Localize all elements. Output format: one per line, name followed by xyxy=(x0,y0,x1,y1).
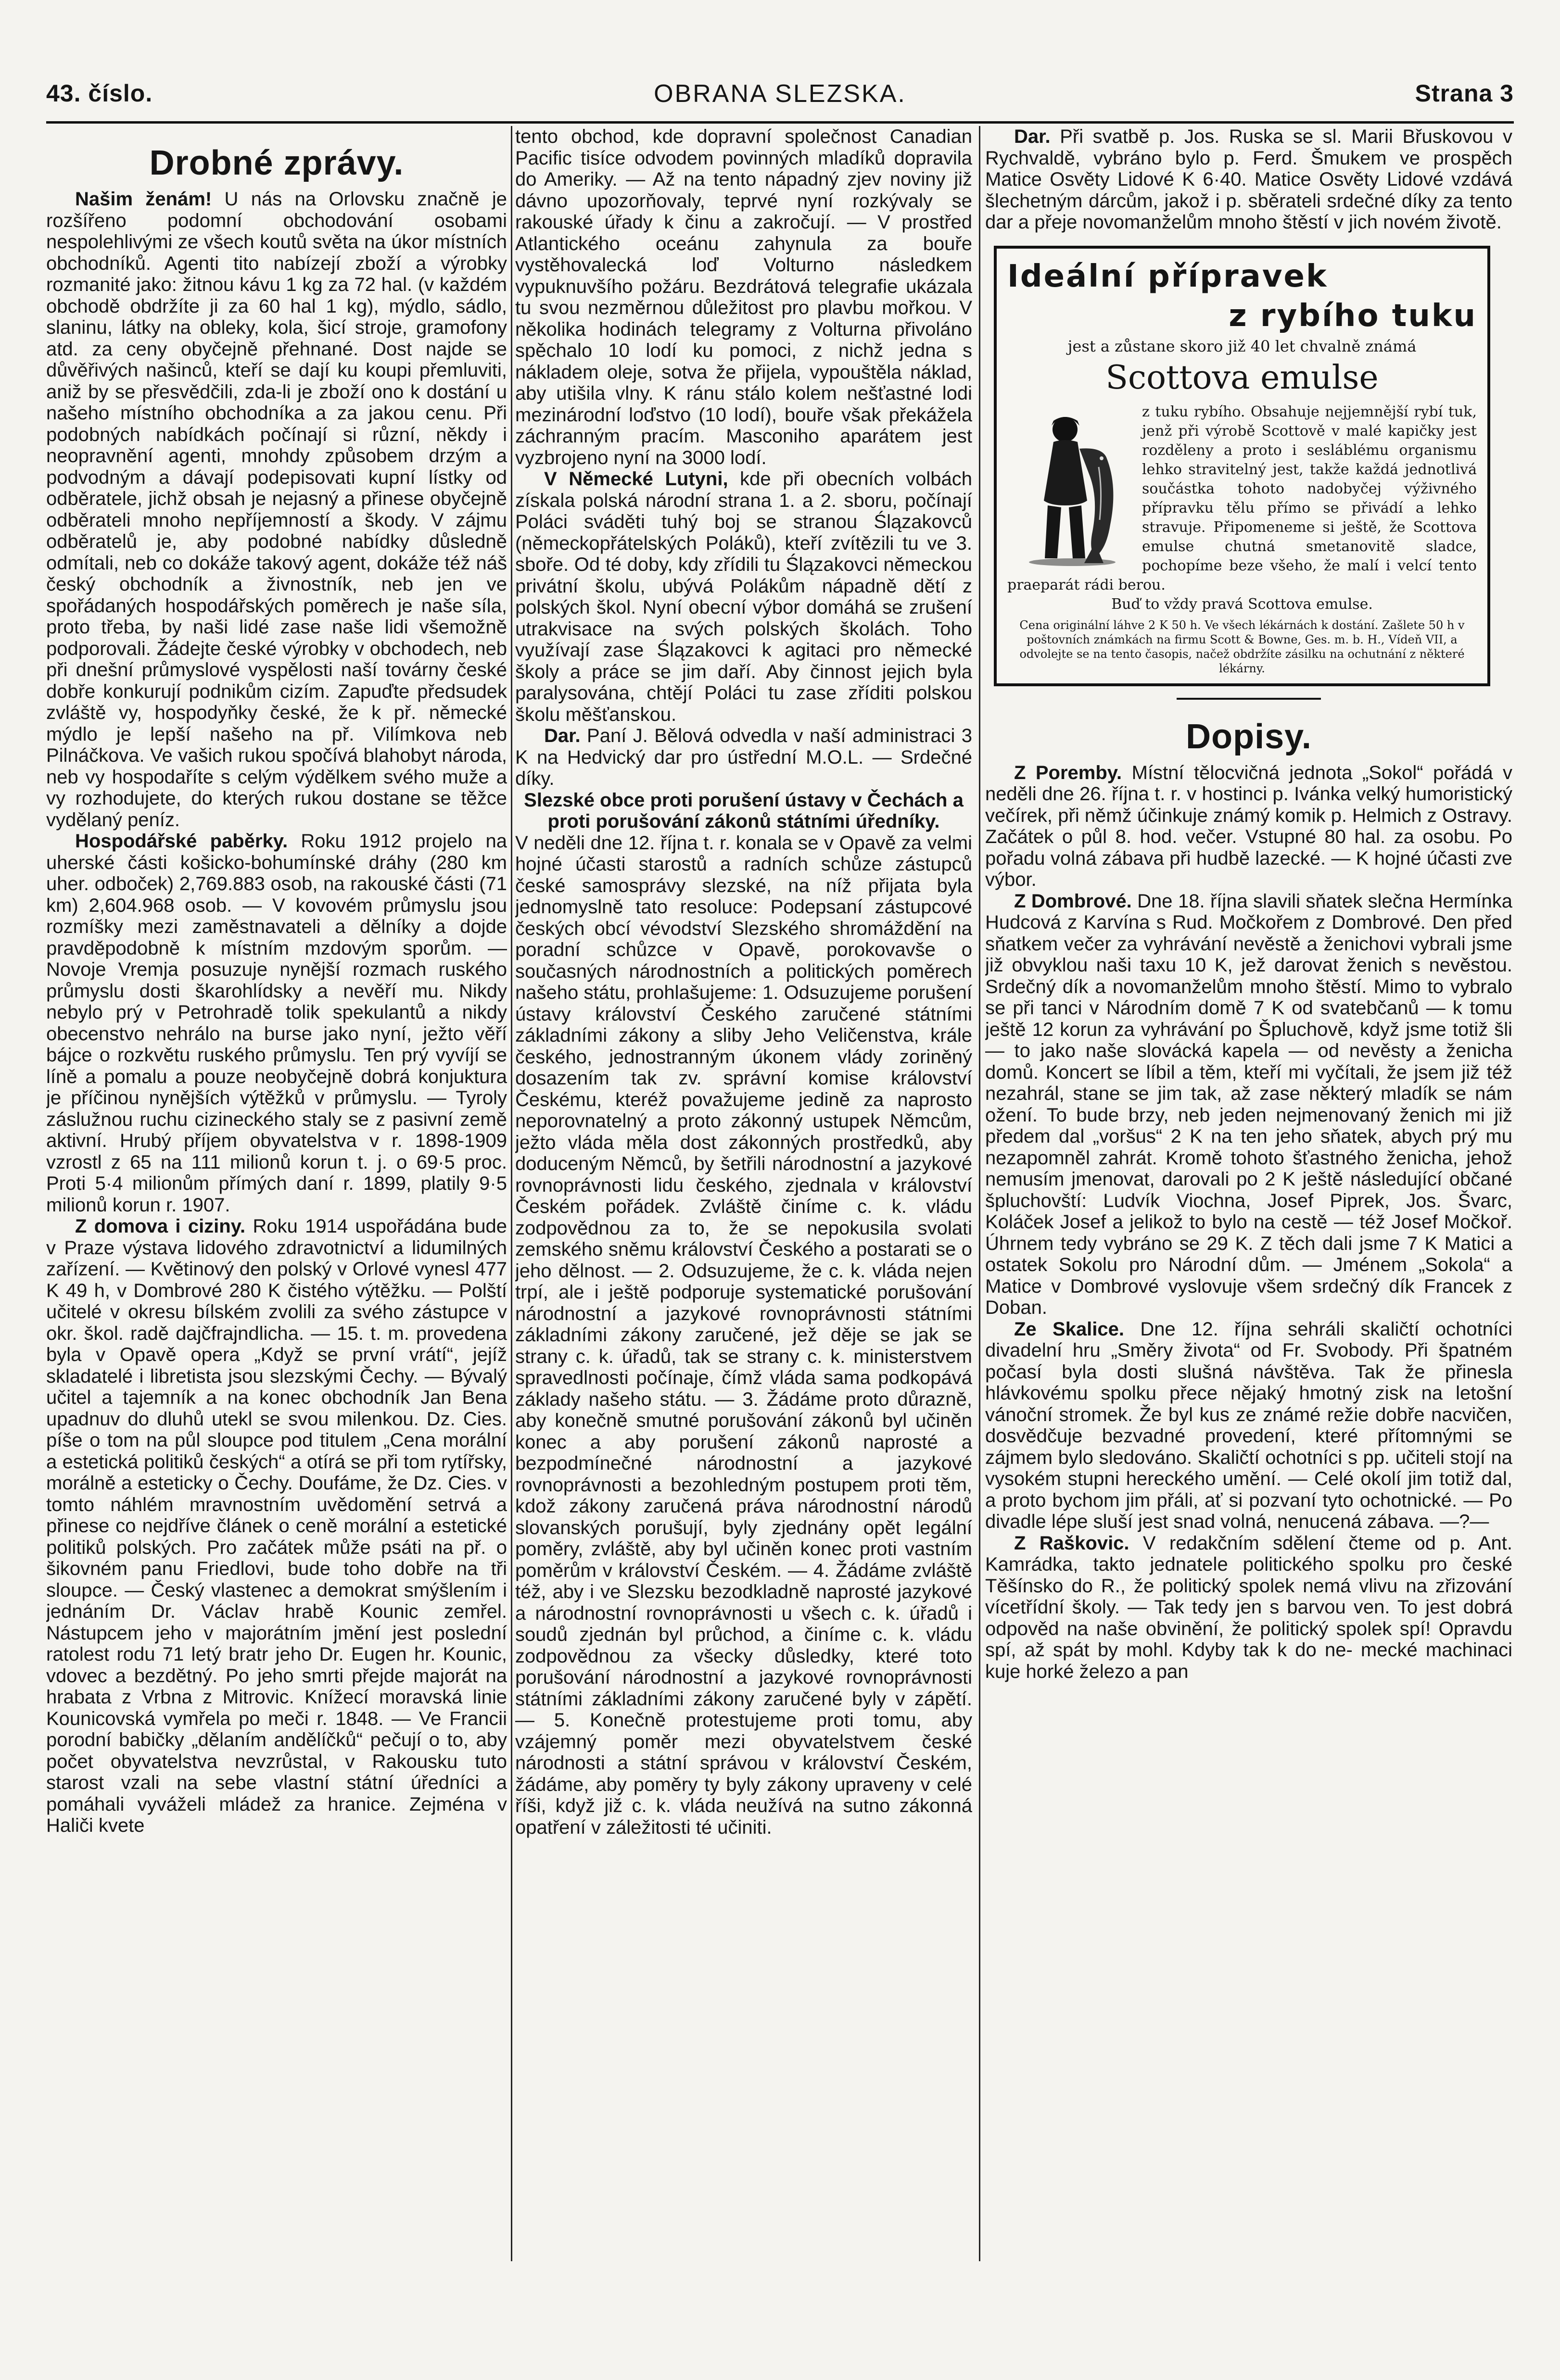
article-body: V neděli dne 12. října t. r. konala se v Opavě za velmi hojné účasti starostů a radních schůze zástupců české samosprávy slezské, na níž přijata byla jednomyslně tato resoluce: Podepsaní zástupcové českých obcí vévodství Slezského shromáždění na poradní schůzce v Opavě, porokovavše o současných národnostních a politických poměrech našeho státu, prohlašujeme: 1. Odsuzujeme porušení ústavy království Českého zaručené státními základními zákony a sliby Jeho Veličenstva, krále českého, jednostranným úkonem vlády zoriněný dosazením tak zv. správní komise království Českému, kteréž považujeme jedině za naprosto neporovnatelný a proto zákonný ustupek Němcům, ježto vláda měla dost zákonných prostředků, aby doduceným Němců, by šetřili národnostní a jazykové rovnoprávnosti lidu českého, zjednala v království Českém pořádek. Zvláště činíme c. k. vládu zodpovědnou za to, že se nepokusila svolati zemského sněmu království Českého a postarati se o jeho dělnost. — 2. Odsuzujeme, že c. k. vláda nejen trpí, ale i ještě podporuje systematické porušování národnostní a jazykové rovnoprávnosti státními základními zákony zaručené, jež děje se jak se strany c. k. úřadů, tak se strany c. k. ministerstvem spravedlnosti počínaje, čímž vláda sama podkopává základy našeho státu. — 3. Žádáme proto důrazně, aby konečně smutné porušování zákonů byl učiněn konec a aby porušení zákonů naprosté a bezpodmínečné národnostní a jazykové rovnoprávnosti a bezohledným postupem proti těm, kdož zákony zaručená práva národnostní národů slovanských porušují, byly zjednány opět legální poměry, zvláště, aby byl učiněn konec proti vastním poměrům v království Českém. — 4. Žádáme zvláště též, aby i ve Slezsku bezodkladně naprosté jazykové a národnostní rovnoprávnosti u všech c. k. úřadů i soudů zjednán byl průchod, a činíme c. k. vládu zodpovědnou za všecky důsledky, které toto porušování národnostní a jazykové rovnoprávnosti státními základními zákony zaručené byly v zápětí. — 5. Konečně protestujeme proti tomu, aby vzájemný poměr mezi obyvatelstvem české národnosti a státní správou v království Českém, žádáme, aby poměry ty byly zákony upraveny v celé říši, když již c. k. vláda neužívá na sutno zákonná opatření v záležitosti té učiniti. xyxy=(515,832,972,1838)
article-body: U nás na Orlovsku značně je rozšířeno podomní obchodování osobami nespolehlivými ze všech koutů světa na úkor místních obchodníků. Agenti tito nabízejí zboží a výrobky rozmanité jako: žitnou kávu 1 kg za 72 hal. (v každém obchodě obdržíte ji za 60 hal 1 kg), mýdlo, sádlo, slaninu, látky na obleky, kola, šicí stroje, gramofony atd. za ceny obyčejně přehnané. Dost najde se důvěřivých našinců, kteří se dají ku koupi přemluviti, aniž by se přesvědčili, zda-li je zboží ono k dostání u našeho místního obchodníka a za jakou cenu. Při podobných nabídkách počínají si různí, někdy i neopravnění agenti, mnohdy způsobem drzým a podvodným a dávají podepisovati kupní lístky od odběratele, jichž obsah je nejasný a přinese obyčejně odběrateli mnoho nepříjemností a škody. V zájmu odběratelů je, aby podobné nabídky důsledně odmítali, neb co dokáže takový agent, dokáže též náš český obchodník a živnostník, neb jen ve spořádaných hospodářských poměrech je naše síla, proto třeba, by naši lidé zase naše lidi všemožně podporovali. Žádejte české výrobky v obchodech, neb při dnešní průmyslové vyspělosti naší továrny české dobře konkurují podnikům cizím. Zapuďte předsudek zvláště vy, hospodyňky české, že k př. německé mýdlo je lepší našeho na př. Vilímkova neb Pilnáčkova. Ve vašich rukou spočívá blahobyt národa, neb vy hospodaříte s celým výdělkem svého muže a vy rozhodujete, do kterých rukou dostane se těžce vydělaný peníz. xyxy=(46,189,507,831)
section-separator xyxy=(1177,698,1321,700)
ad-subtitle: z rybího tuku xyxy=(1229,298,1477,334)
ad-body xyxy=(1007,403,1477,676)
article-lead: Dar. xyxy=(1014,126,1051,147)
fisherman-with-fish-illustration xyxy=(1007,404,1137,568)
article-body: Místní tělocvičná jednota „Sokol“ pořádá v neděli dne 26. října t. r. v hostinci p. Ivánka velký humoristický večírek, při němž účinkuje známý komik p. Helmich z Ostravy. Začátek o půl 8. hod. večer. Vstupné 80 hal. za osobu. Po pořadu volná zábava při hudbě lazecké. — K hojné účasti zve výbor. xyxy=(985,762,1512,890)
scott-emulsion-advertisement xyxy=(994,246,1490,686)
letter-z-raskovic xyxy=(985,1533,1512,1683)
column-left xyxy=(46,126,507,2261)
article-lead: V Německé Lutyni, xyxy=(544,468,728,490)
article-body: Roku 1912 projelo na uherské části košicko-bohumínské dráhy (280 km uher. odboček) 2,769.883 osob, na rakouské části (71 km) 2,604.968 osob. — V kovovém průmyslu jsou rozmíšky mezi zaměstnavateli a dělníky a dojde pravděpodobně k místním mzdovým sporům. — Novoje Vremja posuzuje nynější rozmach ruského průmyslu dosti škarohlídsky a nevěří mu. Nikdy nebylo prý v Petrohradě tolik spekulantů a nikdy obecenstvo nehrálo na burse jako nyní, ježto věří bájce o rozkvětu ruského průmyslu. Ten prý vyvíjí se líně a pomalu a pouze neobyčejně dobrá konjuktura je příčinou nynějších výtěžků v průmyslu. — Tyroly záslužnou ruchu cizineckého staly se z pasivní země aktivní. Hrubý příjem obyvatelstva v r. 1898-1909 vzrostl z 65 na 111 milionů korun t. j. o 69·5 proc. Proti 5·4 milionům přímých daní r. 1899, platily 9·5 milionů korun r. 1907. xyxy=(46,831,507,1216)
article-slezske-obce xyxy=(515,832,972,1839)
article-hospodarske-paberky xyxy=(46,831,507,1216)
article-body: Roku 1914 uspořádána bude v Praze výstava lidového zdravotnictví a lidumilných zařízení. — Květinový den polský v Orlové vynesl 477 K 49 h, v Dombrové 280 K čistého výtěžku. — Polští učitelé v okresu bílském zvolili za svého zástupce v okr. škol. radě dajčfrajndlicha. — 15. t. m. provedena byla v Opavě opera „Když se první vrátí“, jejíž skladatelé i libretista jsou slezskými Čechy. — Bývalý učitel a tajemník a na konec obchodník Jan Bena upadnuv do dluhů utekl se svou milenkou. Dz. Cies. píše o tom na půl sloupce pod titulem „Cena morální a estetická politiků českých“ a otírá se při tom rytířsky, morálně a esteticky o Čechy. Doufáme, že Dz. Cies. v tomto náhlém mravnostním uvědomění setrvá a přinese co nejdříve článek o ceně morální a estetické politiků polských. Pro začátek může psáti na př. o šikovném panu Friedlovi, bude toho dobře na tři sloupce. — Český vlastenec a demokrat smýšlením i jednáním Dr. Václav hrabě Kounic zemřel. Nástupcem jeho v majorátním jmění jest poslední ratolest rodu 71 letý bratr jeho Dr. Eugen hr. Kounic, vdovec a bezdětný. Po jeho smrti přejde majorát na hrabata z Vrbna z Mitrovic. Knížecí moravská linie Kounicovská vymřela po meči r. 1848. — Ve Francii porodní babičky „dělaním andělíčků“ pečují o to, aby počet obyvatelstva nevzrůstal, v Rakousku tuto starost vzali na sebe vlastní státní úředníci a pomáhali vyváželi mládež za hranice. Zejména v Haliči kvete xyxy=(46,1216,507,1836)
article-dar xyxy=(515,725,972,790)
article-nemecka-lutyne xyxy=(515,468,972,725)
section-headline: Drobné zprávy. xyxy=(149,144,404,182)
ad-title: Ideální přípravek xyxy=(1007,258,1328,294)
article-body: Při svatbě p. Jos. Ruska se sl. Marii Břuskovou v Rychvaldě, vybráno bylo p. Ferd. Šmukem ve prospěch Matice Osvěty Lidové K 6·40. Matice Osvěty Lidové vzdává šlechetným dárcům, jakož i p. sběrateli srdečné díky za tento dar a přeje novomanželům mnoho štěstí v jich novém životě. xyxy=(985,126,1512,233)
section-headline: Dopisy. xyxy=(1186,717,1312,756)
letter-z-poremby xyxy=(985,762,1512,891)
article-lead: Z Dombrové. xyxy=(1014,890,1132,912)
ad-brand-name: Scottova emulse xyxy=(1105,358,1379,397)
article-body: kde při obecních volbách získala polská národní strana 1. a 2. sboru, počínají Poláci sváděti tuhý boj se stranou Ślązakovců (německopřátelských Poláků), kteří zvítězili tu ve 3. sboře. Od té doby, kdy zřídili tu Ślązakovci německou privátní školu, ubývá Polákům nápadně dětí z polských škol. Nyní obecní výbor domáhá se zrušení utrakvisace na svých polských školách. Toho využívají zase Ślązakovci k agitaci pro německé školy a práce se jim daří. Aby činnost jejich byla paralysována, chtějí Poláci tu zase zříditi polskou školu měšťanskou. xyxy=(515,468,972,725)
article-lead: Ze Skalice. xyxy=(1014,1318,1125,1340)
column-right xyxy=(985,126,1512,2261)
article-continuation xyxy=(515,126,972,468)
article-lead: Hospodářské paběrky. xyxy=(75,831,288,852)
article-lead: Z domova i ciziny. xyxy=(75,1216,246,1237)
ad-intro-line: jest a zůstane skoro již 40 let chvalně známá xyxy=(1067,337,1417,355)
issue-number: 43. číslo. xyxy=(46,80,153,107)
article-body: V redakčním sdělení čteme od p. Ant. Kamrádka, takto jednatele politického spolku pro české Těšínsko do R., že politický spolek nemá vlivu na zřizování vícetřídní školy. — Tak tedy jen s barvou ven. To jest dobrá odpověd na naše obvinění, že politický spolek spí! Opravdu spí, až spát by mohl. Kdyby tak k do ne- mecké machinaci kuje horké železo a pan xyxy=(985,1532,1512,1682)
column-divider xyxy=(511,126,512,2261)
header-rule xyxy=(46,121,1514,124)
article-lead: Z Poremby. xyxy=(1014,762,1122,783)
ad-description: z tuku rybího. Obsahuje nejjemnější rybí tuk, jenž při výrobě Scottově v malé kapičky jest rozděleny a proto i sesláblému organismu lehko stravitelný jest, takže každá jednotlivá součástka tohoto nadobyčej výživného přípravku tělu přímo se přivádí a lehko stravuje. Připomeneme si ještě, že Scottova emulse chutná smetanovitě sladce, pochopíme beze všeho, že malí i velcí tento praeparát rádi berou. xyxy=(1007,403,1477,593)
letter-ze-skalice xyxy=(985,1319,1512,1533)
article-z-domova xyxy=(46,1216,507,1837)
letter-z-dombrove xyxy=(985,891,1512,1319)
article-lead: Dar. xyxy=(544,725,581,746)
article-lead: Našim ženám! xyxy=(75,189,212,210)
article-dar-svatba xyxy=(985,126,1512,233)
column-divider xyxy=(979,126,980,2261)
article-nasim-zenam xyxy=(46,189,507,831)
article-body: Dne 18. října slavili sňatek slečna Hermínka Hudcová z Karvína s Rud. Močkořem z Dombrové. Den před sňatkem večer za vyhrávání nevěstě a ženichovi vybrali jsme již obvyklou naši taxu 10 K, jež darovat ženich s nevěstou. Srdečný dík a novomanželům mnoho štěstí. Mimo to vybralo se při tanci v Národním domě 7 K od svatebčanů — k tomu ještě 12 korun za vyhrávání po Špluchově, když jsme totiž šli — to jako naše slovácká kapela — od nevěsty a ženicha domů. Koncert se líbil a těm, kteří mi vyčítali, že jsem již též nezahrál, stane se jim tak, až zase některý mladík se nám ožení. To bude brzy, neb jeden nejmenovaný ženich mi již předem dal „voršus“ 2 K na ten jeho sňatek, abych prý mu nezapomněl zahrát. Kromě tohoto šťastného ženicha, jehož nemusím jmenovat, darovali po 2 K ještě následující občané špluchovští: Ludvík Viochna, Josef Piprek, Jos. Švarc, Koláček Josef a jelikož to bylo na cestě — též Josef Močkoř. Úhrnem tedy vybráno se 29 K. Z těch dali jsme 7 K Matici a ostatek Sokolu pro Národní dům. — Jménem „Sokola“ a Matice v Dombrové vyslovuje všem srdečný dík Francek z Doban. xyxy=(985,890,1512,1318)
ad-closing-line: Buď to vždy pravá Scottova emulse. xyxy=(1111,595,1373,613)
page-number: Strana 3 xyxy=(1415,80,1514,107)
article-heading-slezske-obce: Slezské obce proti porušení ústavy v Čechách a proti porušování zákonů státními úředníky. xyxy=(524,789,964,832)
ad-price-note: Cena originální láhve 2 K 50 h. Ve všech lékárnách k dostání. Zašlete 50 h v poštovních známkách na firmu Scott & Bowne, Ges. m. b. H., Vídeň VII, a odvolejte se na tento časopis, načež obdržíte zásilku na ochutnání z některé lékárny. xyxy=(1019,618,1465,675)
article-lead: Z Raškovic. xyxy=(1014,1532,1129,1554)
running-header xyxy=(46,79,1514,118)
article-body: Paní J. Bělová odvedla v naší administraci 3 K na Hedvický dar pro ústřední M.O.L. — Srdečné díky. xyxy=(515,725,972,789)
newspaper-title: OBRANA SLEZSKA. xyxy=(654,80,906,108)
column-middle xyxy=(515,126,972,2261)
article-body: Dne 12. října sehráli skaličtí ochotníci divadelní hru „Směry života“ od Fr. Svobody. Při špatném počasí byla dosti slušná návštěva. Tak že přinesla hlávkovému spolku přece nějaký hmotný zisk na letošní vánoční stromek. Že byl kus ze známé režie dobře nacvičen, dosvědčuje bezvadné provedení, které přítomnými se zájmem bylo sledováno. Skaličtí ochotníci s pp. učiteli stojí na vysokém stupni hereckého umění. — Celé okolí jim totiž dal, a proto bychom jim přáli, ať si pozvaní tyto ochotnické. — Po divadle lépe sluší jest snad volná, nenucená zábava. —?— xyxy=(985,1318,1512,1532)
article-body: tento obchod, kde dopravní společnost Canadian Pacific tisíce odvodem povinných mladíků dopravila do Ameriky. — Až na tento nápadný zjev noviny již dávno upozorňovaly, teprvé nyní rozkývaly se rakouské úřady k činu a zakročují. — V prostřed Atlantického oceánu zahynula za bouře vystěhovalecká loď Volturno následkem vypuknuvšího požáru. Bezdrátová telegrafie ukázala tu svou nezměrnou důležitost pro plavbu mořkou. V několika hodinách telegramy z Volturna přivoláno spěchalo 10 lodí ku pomoci, z nichž jedna s nákladem oleje, sotva že přijela, vypouštěla náklad, aby utišila vlny. K ránu stálo kolem nešťastné lodi mezinárodní loďstvo (10 lodí), bouře však překážela záchranným pracím. Masconiho aparátem jest vyzbrojeno nyní na 3000 lodí. xyxy=(515,126,972,468)
